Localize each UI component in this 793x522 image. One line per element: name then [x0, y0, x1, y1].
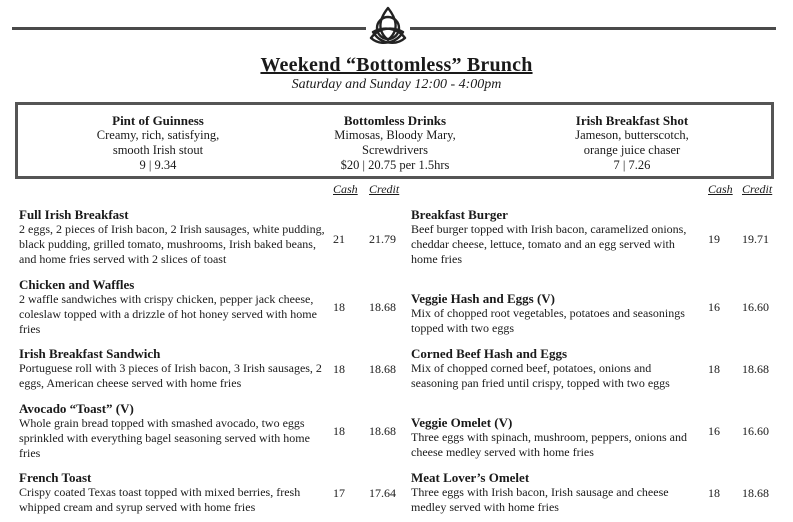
- drink-description: smooth Irish stout: [112, 143, 204, 157]
- menu-title: Weekend “Bottomless” Brunch: [260, 54, 533, 76]
- menu-item: [411, 207, 696, 267]
- drink-description: Jameson, butterscotch,: [575, 128, 689, 142]
- credit-price: 18.68: [742, 486, 769, 500]
- cash-column-header: Cash: [333, 182, 358, 196]
- menu-item-description: Crispy coated Texas toast topped with mixed berries, fresh whipped cream and syrup served with home fries: [19, 485, 301, 514]
- drink-description: Creamy, rich, satisfying,: [96, 128, 220, 142]
- menu-item: [19, 277, 329, 337]
- credit-price: 18.68: [369, 300, 396, 314]
- menu-item-name: Veggie Omelet (V): [411, 415, 513, 430]
- menu-item-name: Avocado “Toast” (V): [19, 401, 134, 416]
- menu-item-name: French Toast: [19, 470, 92, 485]
- drink-guinness: [38, 113, 278, 173]
- menu-item-description: 2 waffle sandwiches with crispy chicken, pepper jack cheese, coleslaw topped with a drizzle of hot honey served with home fries: [19, 292, 317, 336]
- credit-price: 18.68: [369, 424, 396, 438]
- cash-price: 18: [333, 362, 345, 376]
- credit-column-header: Credit: [742, 182, 773, 196]
- drink-name: Irish Breakfast Shot: [575, 113, 689, 128]
- menu-item-name: Full Irish Breakfast: [19, 207, 129, 222]
- cash-column-header: Cash: [708, 182, 733, 196]
- credit-price: 17.64: [369, 486, 396, 500]
- menu-item: [19, 207, 329, 267]
- menu-item: [411, 346, 696, 391]
- credit-price: 16.60: [742, 300, 769, 314]
- menu-item: [19, 401, 329, 461]
- cash-price: 18: [708, 486, 720, 500]
- cash-price: 17: [333, 486, 345, 500]
- drink-description: Screwdrivers: [362, 143, 428, 157]
- menu-item-description: Three eggs with Irish bacon, Irish sausage and cheese medley served with home fries: [411, 485, 669, 514]
- menu-item-name: Veggie Hash and Eggs (V): [411, 291, 555, 306]
- menu-item-description: Portuguese roll with 3 pieces of Irish bacon, 3 Irish sausages, 2 eggs, American cheese served with home fries: [19, 361, 322, 390]
- credit-price: 16.60: [742, 424, 769, 438]
- drink-price: 9 | 9.34: [139, 158, 177, 172]
- celtic-knot-icon: [366, 4, 410, 48]
- drink-name: Bottomless Drinks: [343, 113, 447, 128]
- menu-item-name: Meat Lover’s Omelet: [411, 470, 530, 485]
- menu-item-description: Whole grain bread topped with smashed avocado, two eggs sprinkled with everything bagel seasoning served with home fries: [19, 416, 310, 460]
- cash-price: 21: [333, 232, 345, 246]
- menu-item: [19, 470, 329, 515]
- credit-price: 18.68: [742, 362, 769, 376]
- credit-price: 18.68: [369, 362, 396, 376]
- drink-description: orange juice chaser: [583, 143, 681, 157]
- cash-price: 16: [708, 300, 720, 314]
- menu-item-description: Mix of chopped root vegetables, potatoes and seasonings topped with two eggs: [411, 306, 685, 335]
- menu-item: [411, 415, 696, 460]
- drink-price: $20 | 20.75 per 1.5hrs: [340, 158, 450, 172]
- menu-item: [19, 346, 329, 391]
- cash-price: 18: [708, 362, 720, 376]
- credit-price: 19.71: [742, 232, 769, 246]
- menu-item-description: 2 eggs, 2 pieces of Irish bacon, 2 Irish sausages, white pudding, black pudding, grilled tomato, mushrooms, Irish baked beans, and home fries served with 2 slices of toast: [19, 222, 325, 266]
- menu-item-description: Beef burger topped with Irish bacon, caramelized onions, cheddar cheese, lettuce, tomato and an egg served with home fries: [411, 222, 687, 266]
- menu-hours: Saturday and Sunday 12:00 - 4:00pm: [291, 77, 502, 92]
- menu-item-description: Mix of chopped corned beef, potatoes, onions and seasoning pan fried until crispy, topped with two eggs: [411, 361, 670, 390]
- drink-name: Pint of Guinness: [112, 113, 204, 128]
- menu-item: [411, 470, 696, 515]
- cash-price: 16: [708, 424, 720, 438]
- menu-item-name: Corned Beef Hash and Eggs: [411, 346, 568, 361]
- drink-breakfast-shot: [512, 113, 752, 173]
- drink-bottomless: [275, 113, 515, 173]
- menu-item-name: Breakfast Burger: [411, 207, 508, 222]
- drinks-box: [15, 102, 774, 179]
- credit-price: 21.79: [369, 232, 396, 246]
- credit-column-header: Credit: [369, 182, 400, 196]
- cash-price: 19: [708, 232, 720, 246]
- menu-item-name: Irish Breakfast Sandwich: [19, 346, 161, 361]
- cash-price: 18: [333, 424, 345, 438]
- menu-item-description: Three eggs with spinach, mushroom, peppers, onions and cheese medley served with home fries: [411, 430, 687, 459]
- drink-description: Mimosas, Bloody Mary,: [334, 128, 456, 142]
- menu-item: [411, 291, 696, 336]
- menu-item-name: Chicken and Waffles: [19, 277, 135, 292]
- drink-price: 7 | 7.26: [613, 158, 651, 172]
- cash-price: 18: [333, 300, 345, 314]
